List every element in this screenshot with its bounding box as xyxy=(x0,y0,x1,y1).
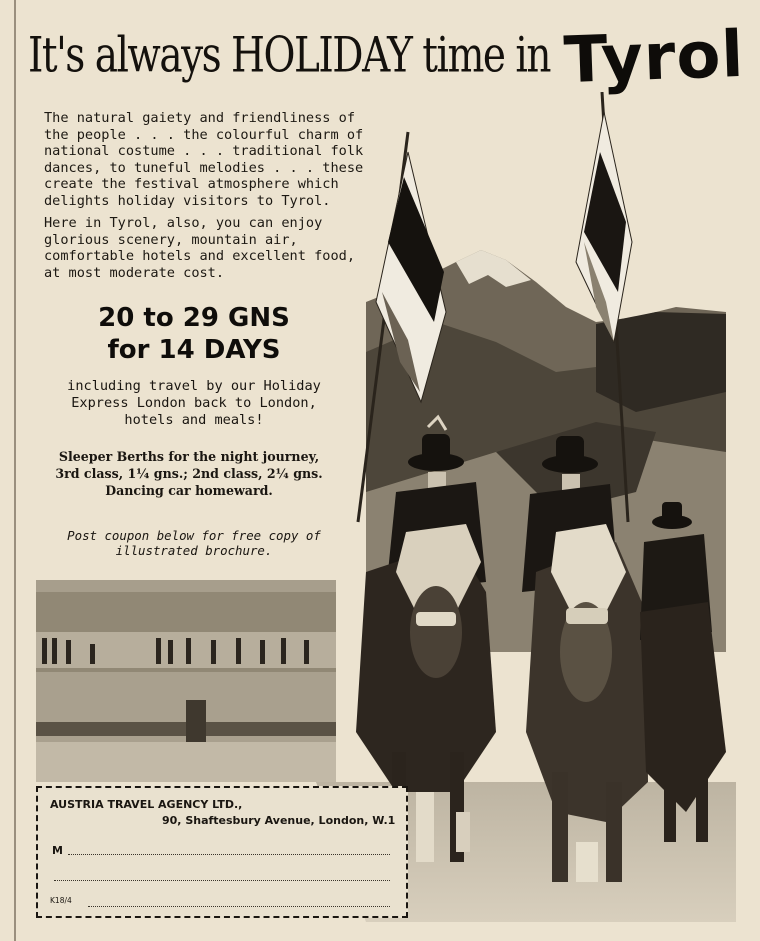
price-line-1: 20 to 29 GNS xyxy=(98,303,290,333)
including-text: including travel by our Holiday Express London back to London, hotels and meals! xyxy=(67,378,321,428)
field-scene xyxy=(36,580,336,782)
coupon-name-line[interactable] xyxy=(68,854,390,855)
headline xyxy=(28,8,748,99)
coupon[interactable] xyxy=(36,786,408,918)
coupon-address-line[interactable] xyxy=(54,880,390,881)
margin-rule xyxy=(14,0,16,941)
price-line-2: for 14 DAYS xyxy=(107,335,281,365)
headline-lead: It's always HOLIDAY time in xyxy=(28,27,550,84)
coupon-address: 90, Shaftesbury Avenue, London, W.1 xyxy=(162,814,396,827)
coupon-address-line-2[interactable] xyxy=(88,906,390,907)
post-coupon-note: Post coupon below for free copy of illustrated brochure. xyxy=(67,528,321,558)
coupon-code: K18/4 xyxy=(50,896,72,905)
coupon-name-prefix: M xyxy=(52,844,63,857)
body-paragraph-2: Here in Tyrol, also, you can enjoy glorious scenery, mountain air, comfortable hotels and excellent food, at most moderate cost. xyxy=(44,215,355,281)
coupon-agency: AUSTRIA TRAVEL AGENCY LTD., xyxy=(50,798,243,811)
price-block xyxy=(44,302,344,366)
headline-tyrol: Tyrol xyxy=(562,17,746,99)
body-copy xyxy=(44,110,374,287)
body-paragraph-1: The natural gaiety and friendliness of the people . . . the colourful charm of national costume . . . traditional folk dances, to tuneful melodies . . . these create the festival atmosphere which delights holiday visitors to Tyrol. xyxy=(44,110,364,209)
sleeper-berths-text: Sleeper Berths for the night journey, 3rd class, 1¼ gns.; 2nd class, 2¼ gns. Dancing car homeward. xyxy=(55,449,323,498)
